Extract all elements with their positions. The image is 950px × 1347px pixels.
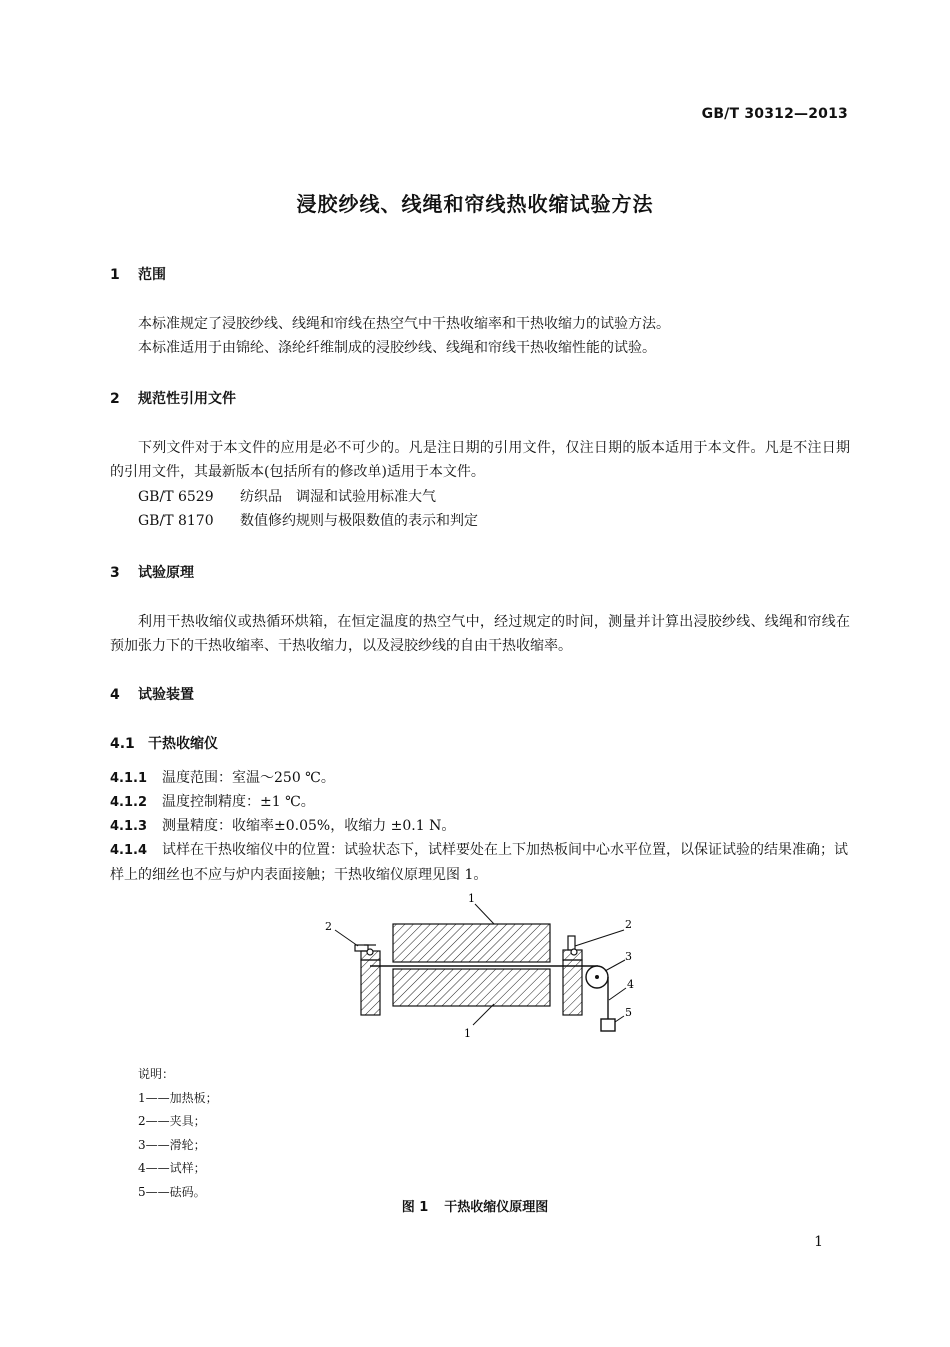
clause-number: 4.1.4 [110, 843, 148, 858]
reference-name: 纺织品 调湿和试验用标准大气 [240, 489, 436, 505]
weight [601, 1019, 615, 1031]
right-clamp [563, 936, 582, 960]
clause-number: 4.1.3 [110, 819, 148, 834]
clause-4-1-1 [110, 766, 850, 791]
section-number: 1 [110, 267, 120, 283]
upper-heating-plate [393, 924, 550, 962]
clause-text: 温度范围：室温～250 ℃。 [162, 770, 335, 786]
reference-item [138, 510, 478, 530]
figure-number: 图 1 [401, 1200, 429, 1215]
section-3-paragraph: 利用干热收缩仪或热循环烘箱，在恒定温度的热空气中，经过规定的时间，测量并计算出浸胶纱线、线绳和帘线在预加张力下的干热收缩率、干热收缩力，以及浸胶纱线的自由干热收缩率。 [110, 614, 850, 654]
right-support [563, 960, 582, 1015]
section-4-heading [110, 684, 194, 704]
document-title: 浸胶纱线、线绳和帘线热收缩试验方法 [296, 192, 654, 216]
callout-2-left: 2 [325, 920, 332, 933]
clause-4-1-3 [110, 814, 850, 839]
section-2-heading [110, 388, 236, 408]
clause-4-1-4 [110, 838, 850, 887]
standard-number: GB/T 30312—2013 [701, 106, 848, 122]
left-support [361, 960, 380, 1015]
legend-item: 3——滑轮； [138, 1137, 206, 1152]
reference-code: GB/T 6529 [138, 489, 214, 505]
clause-text: 温度控制精度：±1 ℃。 [162, 794, 315, 810]
callout-1-top: 1 [468, 892, 475, 905]
callout-5: 5 [625, 1006, 632, 1019]
reference-name: 数值修约规则与极限数值的表示和判定 [240, 513, 478, 529]
section-number: 4 [110, 687, 120, 703]
legend-item: 1——加热板； [138, 1090, 218, 1105]
section-1-heading [110, 264, 166, 284]
section-2-intro: 下列文件对于本文件的应用是必不可少的。凡是注日期的引用文件，仅注日期的版本适用于本文件。凡是不注日期的引用文件，其最新版本(包括所有的修改单)适用于本文件。 [110, 440, 850, 480]
figure-caption [0, 1196, 950, 1215]
section-title: 试验装置 [138, 687, 194, 703]
figure-caption-text: 干热收缩仪原理图 [444, 1200, 549, 1215]
legend-item: 2——夹具； [138, 1114, 206, 1128]
section-title: 试验原理 [138, 565, 194, 581]
clause-text: 测量精度：收缩率±0.05%，收缩力 ±0.1 N。 [162, 818, 456, 834]
clause-number: 4.1.1 [110, 771, 148, 786]
section-title: 范围 [138, 267, 166, 283]
subsection-title: 干热收缩仪 [148, 736, 218, 752]
legend-item: 5——砝码。 [138, 1184, 206, 1199]
section-1-paragraph-2: 本标准适用于由锦纶、涤纶纤维制成的浸胶纱线、线绳和帘线干热收缩性能的试验。 [138, 340, 656, 356]
page-number: 1 [814, 1234, 823, 1250]
callout-1-bottom: 1 [464, 1027, 471, 1040]
section-number: 3 [110, 565, 120, 581]
legend-title: 说明： [138, 1067, 175, 1081]
reference-item [138, 486, 436, 506]
callout-4: 4 [627, 978, 634, 991]
clause-text: 试样在干热收缩仪中的位置：试验状态下，试样要处在上下加热板间中心水平位置，以保证试验的结果准确；试样上的细丝也不应与炉内表面接触；干热收缩仪原理见图 1。 [110, 842, 848, 883]
clause-4-1-2 [110, 790, 850, 815]
figure-legend [138, 1063, 218, 1204]
legend-item: 4——试样； [138, 1161, 206, 1175]
left-clamp [355, 945, 380, 960]
callout-2-right: 2 [625, 918, 632, 931]
shrinkage-tester-diagram [318, 892, 638, 1042]
callout-3: 3 [625, 950, 632, 963]
section-3-heading [110, 562, 194, 582]
subsection-number: 4.1 [110, 736, 135, 752]
section-number: 2 [110, 391, 120, 407]
reference-code: GB/T 8170 [138, 513, 214, 529]
lower-heating-plate [393, 969, 550, 1006]
section-1-paragraph-1: 本标准规定了浸胶纱线、线绳和帘线在热空气中干热收缩率和干热收缩力的试验方法。 [138, 316, 670, 332]
section-title: 规范性引用文件 [138, 391, 236, 407]
subsection-4-1-heading [110, 733, 218, 753]
clause-number: 4.1.2 [110, 795, 148, 810]
pulley [586, 966, 608, 988]
